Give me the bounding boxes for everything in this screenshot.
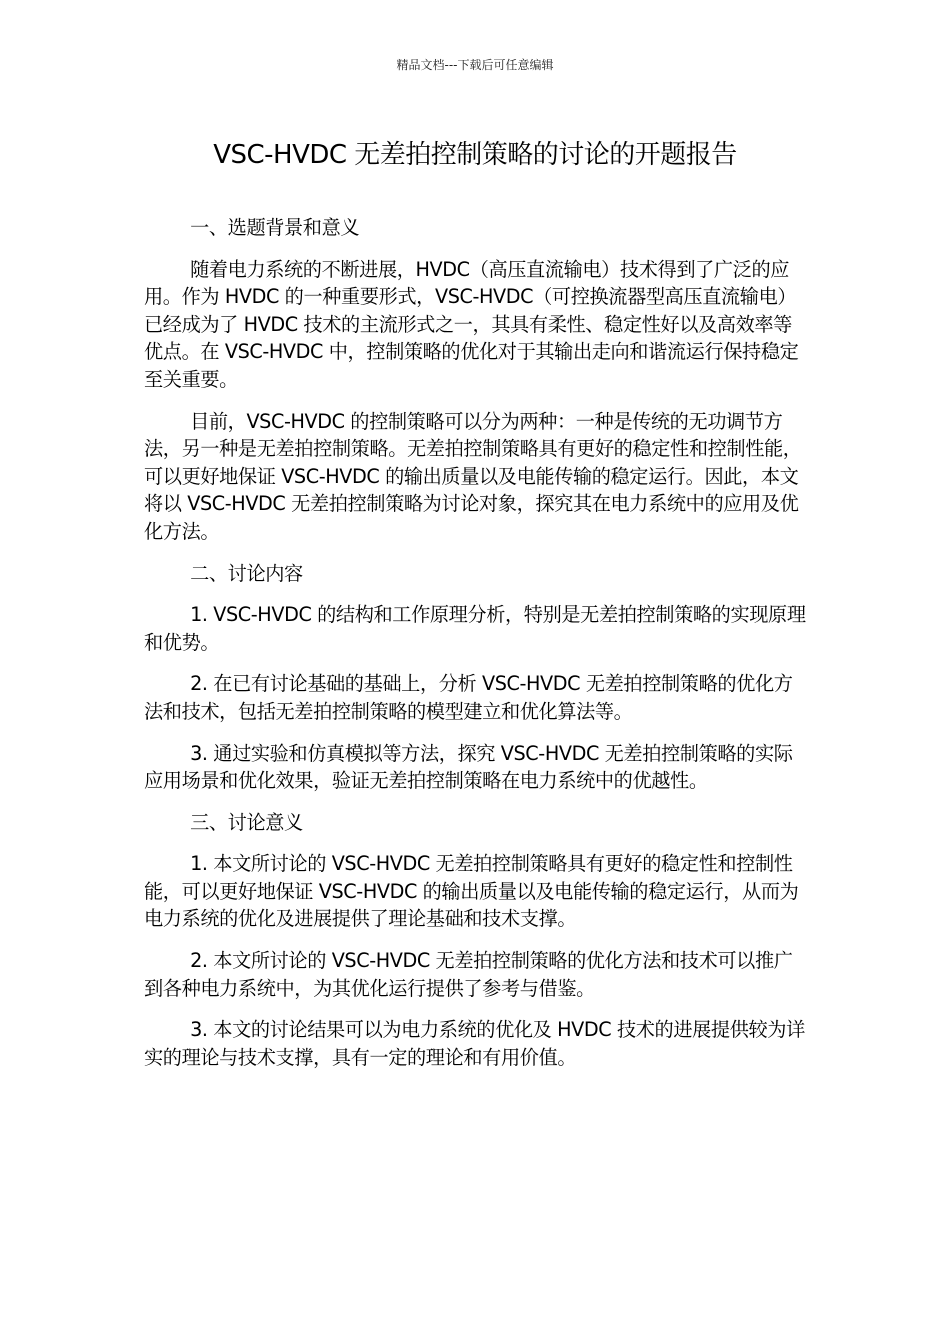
section-heading-significance: 三、讨论意义 <box>190 810 303 834</box>
content-item-3: 3. 通过实验和仿真模拟等方法，探究 VSC-HVDC 无差拍控制策略的实际应用场景和优化效果，验证无差拍控制策略在电力系统中的优越性。 <box>144 741 793 793</box>
document-title: VSC-HVDC 无差拍控制策略的讨论的开题报告 <box>213 140 737 170</box>
content-item-2: 2. 在已有讨论基础的基础上，分析 VSC-HVDC 无差拍控制策略的优化方法和技术，包括无差拍控制策略的模型建立和优化算法等。 <box>144 672 793 723</box>
header-note: 精品文档---下载后可任意编辑 <box>396 58 554 72</box>
content-item-1: 1. VSC-HVDC 的结构和工作原理分析，特别是无差拍控制策略的实现原理和优势。 <box>144 603 806 654</box>
significance-item-2: 2. 本文所讨论的 VSC-HVDC 无差拍控制策略的优化方法和技术可以推广到各种电力系统中，为其优化运行提供了参考与借鉴。 <box>144 949 793 1000</box>
section-heading-content: 二、讨论内容 <box>190 561 303 585</box>
significance-item-3: 3. 本文的讨论结果可以为电力系统的优化及 HVDC 技术的进展提供较为详实的理论与技术支撑，具有一定的理论和有用价值。 <box>144 1018 805 1069</box>
document-body <box>144 214 809 1085</box>
paragraph-background-1: 随着电力系统的不断进展，HVDC（高压直流输电）技术得到了广泛的应用。作为 HVDC 的一种重要形式，VSC-HVDC（可控换流器型高压直流输电）已经成为了 HVDC 技术的主流形式之一，其具有柔性、稳定性好以及高效率等优点。在 VSC-HVDC 中，控制策略的优化对于其输出走向和谐流运行保持稳定至关重要。 <box>144 257 799 391</box>
section-heading-background: 一、选题背景和意义 <box>190 216 360 239</box>
significance-item-1: 1. 本文所讨论的 VSC-HVDC 无差拍控制策略具有更好的稳定性和控制性能，可以更好地保证 VSC-HVDC 的输出质量以及电能传输的稳定运行，从而为电力系统的优化及进展提供了理论基础和技术支撑。 <box>144 852 799 931</box>
paragraph-background-2: 目前，VSC-HVDC 的控制策略可以分为两种：一种是传统的无功调节方法，另一种是无差拍控制策略。无差拍控制策略具有更好的稳定性和控制性能，可以更好地保证 VSC-HVDC 的输出质量以及电能传输的稳定运行。因此，本文将以 VSC-HVDC 无差拍控制策略为讨论对象，探究其在电力系统中的应用及优化方法。 <box>144 409 802 543</box>
